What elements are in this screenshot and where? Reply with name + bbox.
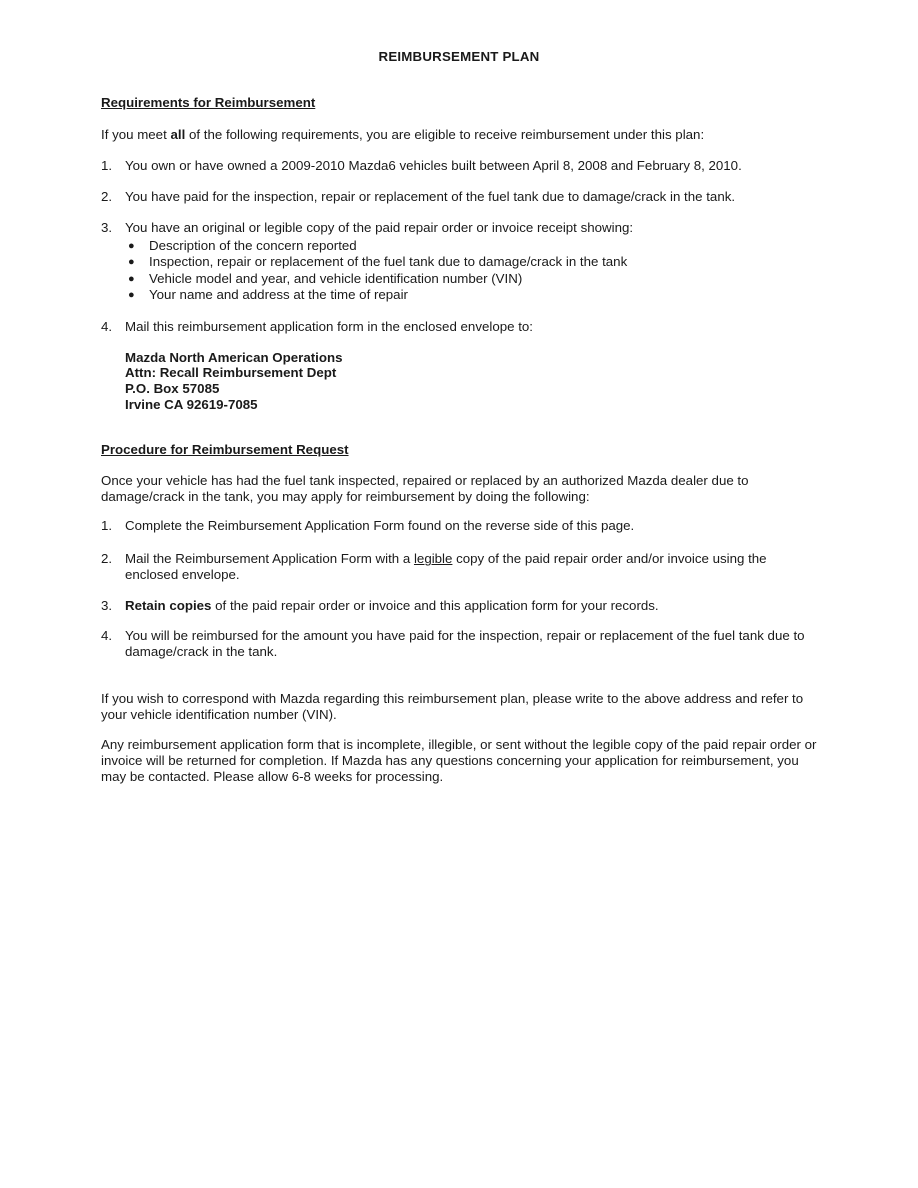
address-line: Attn: Recall Reimbursement Dept: [125, 365, 337, 381]
item-number: 4.: [101, 318, 113, 334]
procedure-item-3: [101, 598, 817, 614]
bullet-item: [125, 238, 817, 254]
item-text-bold: Retain copies: [125, 598, 212, 614]
bullet-text: Inspection, repair or replacement of the fuel tank due to damage/crack in the tank: [149, 254, 628, 270]
procedure-item-4: [101, 628, 817, 660]
address-line: P.O. Box 57085: [125, 381, 220, 397]
requirement-item-3-bullets: [125, 238, 817, 304]
page-title: REIMBURSEMENT PLAN: [378, 49, 540, 64]
item-text-underlined: legible: [413, 551, 453, 567]
item-text: Complete the Reimbursement Application Form found on the reverse side of this page.: [125, 518, 635, 534]
item-number: 3.: [101, 220, 113, 235]
bullet-icon: ●: [128, 289, 135, 302]
mailing-address: [125, 350, 817, 413]
item-number: 2.: [101, 189, 113, 204]
item-text: You own or have owned a 2009-2010 Mazda6 vehicles built between April 8, 2008 and February 8, 2010.: [125, 158, 742, 173]
requirement-item-2: [101, 189, 817, 205]
bullet-text: Description of the concern reported: [149, 238, 357, 253]
item-text-prefix: Mail the Reimbursement Application Form with a: [125, 551, 414, 567]
procedure-intro: Once your vehicle has had the fuel tank inspected, repaired or replaced by an authorized Mazda dealer due to damage/crack in the tank, you may apply for reimbursement by doing the following:: [101, 473, 749, 505]
item-text: You have an original or legible copy of the paid repair order or invoice receipt showing:: [125, 220, 634, 235]
address-line: Irvine CA 92619-7085: [125, 396, 258, 412]
requirements-heading: Requirements for Reimbursement: [101, 95, 316, 110]
bullet-icon: ●: [128, 256, 135, 269]
requirement-item-4: [101, 319, 817, 335]
bullet-item: [125, 254, 817, 270]
procedure-heading: Procedure for Reimbursement Request: [101, 442, 349, 458]
item-text: [125, 551, 817, 583]
requirement-item-3: [101, 220, 817, 236]
closing-paragraph-1: If you wish to correspond with Mazda regarding this reimbursement plan, please write to the above address and refer to your vehicle identification number (VIN).: [101, 691, 804, 723]
item-text: You will be reimbursed for the amount you have paid for the inspection, repair or replacement of the fuel tank due to damage/crack in the tank.: [125, 628, 805, 660]
requirements-intro-suffix: of the following requirements, you are eligible to receive reimbursement under this plan:: [185, 127, 705, 142]
item-text: Mail this reimbursement application form in the enclosed envelope to:: [125, 318, 533, 334]
bullet-icon: ●: [128, 240, 135, 252]
item-text: You have paid for the inspection, repair or replacement of the fuel tank due to damage/crack in the tank.: [125, 189, 736, 204]
item-number: 4.: [101, 628, 113, 644]
bullet-icon: ●: [128, 272, 135, 285]
item-text: [125, 598, 817, 614]
bullet-item: [125, 271, 817, 287]
requirements-intro-prefix: If you meet: [101, 127, 171, 142]
document-content: [101, 49, 817, 785]
item-number: 1.: [101, 518, 113, 534]
requirement-item-1: [101, 158, 817, 174]
item-text-suffix: of the paid repair order or invoice and this application form for your records.: [211, 598, 659, 614]
item-number: 1.: [101, 158, 113, 173]
requirements-intro-bold: all: [170, 127, 186, 142]
item-text-suffix: copy of the paid repair order and/or invoice using the enclosed envelope.: [125, 551, 767, 583]
address-line: Mazda North American Operations: [125, 349, 343, 365]
item-number: 3.: [101, 598, 113, 614]
item-number: 2.: [101, 551, 113, 567]
bullet-text: Your name and address at the time of repair: [149, 287, 408, 303]
procedure-item-2: [101, 551, 817, 583]
requirements-intro: [101, 127, 817, 143]
bullet-item: [125, 287, 817, 303]
procedure-item-1: [101, 518, 817, 534]
bullet-text: Vehicle model and year, and vehicle identification number (VIN): [149, 270, 523, 286]
closing-paragraph-2: Any reimbursement application form that is incomplete, illegible, or sent without the legible copy of the paid repair order or invoice will be returned for completion. If Mazda has any questions concerning your application for reimbursement, you may be contacted. Please allow 6-8 weeks for processing.: [101, 737, 817, 785]
